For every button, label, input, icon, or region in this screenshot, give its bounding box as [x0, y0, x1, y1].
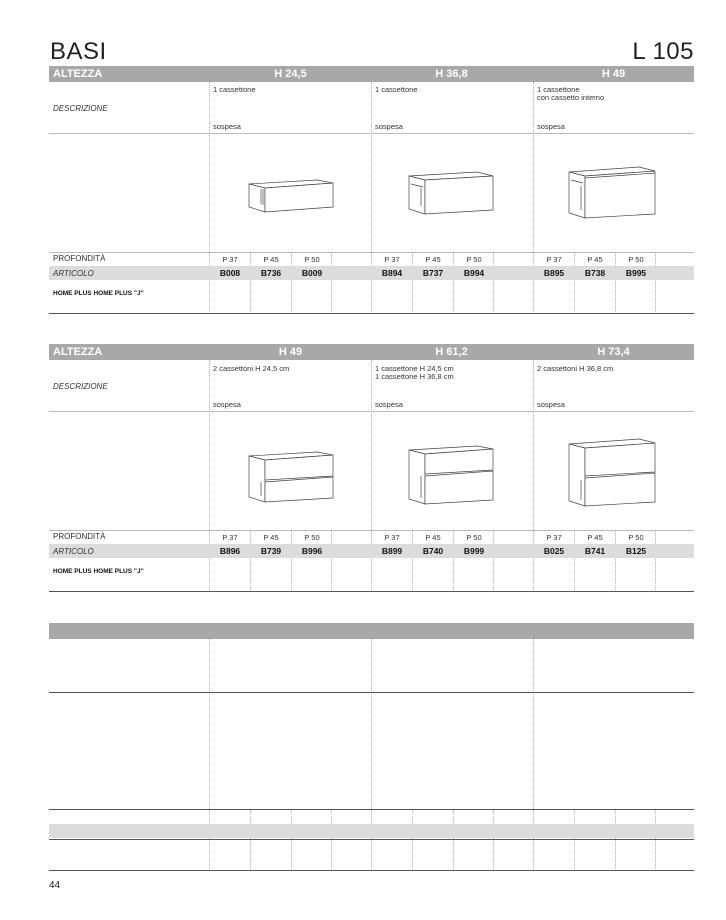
page-title: BASI	[50, 38, 107, 65]
article-code: B739	[260, 546, 282, 556]
height-header: H 73,4	[597, 346, 630, 358]
height-header: H 36,8	[435, 68, 468, 80]
article-code: B996	[301, 546, 323, 556]
article-code: B894	[381, 268, 403, 278]
cabinet-drawing	[565, 434, 663, 510]
mount-text: sospesa	[537, 122, 565, 131]
articolo-label: ARTICOLO	[53, 269, 94, 278]
mount-text: sospesa	[375, 122, 403, 131]
page-number: 44	[49, 880, 61, 891]
height-header: H 24,5	[274, 68, 307, 80]
height-header: H 49	[601, 68, 626, 80]
depth-cell: P 45	[263, 255, 279, 264]
depth-cell: P 37	[546, 255, 562, 264]
article-code: B741	[584, 546, 606, 556]
articolo-label: ARTICOLO	[53, 547, 94, 556]
cabinet-drawing	[565, 162, 663, 222]
brand-label: HOME PLUS HOME PLUS "J"	[53, 290, 144, 297]
table-section-empty	[49, 623, 694, 873]
profondita-label: PROFONDITÀ	[53, 532, 106, 541]
depth-cell: P 37	[384, 255, 400, 264]
cabinet-drawing	[405, 166, 500, 218]
mount-text: sospesa	[537, 400, 565, 409]
depth-cell: P 50	[628, 255, 644, 264]
descrizione-label: DESCRIZIONE	[53, 104, 108, 113]
article-code: B899	[381, 546, 403, 556]
article-code: B994	[463, 268, 485, 278]
altezza-label: ALTEZZA	[53, 68, 103, 80]
article-code: B125	[625, 546, 647, 556]
profondita-label: PROFONDITÀ	[53, 254, 106, 263]
article-code: B895	[543, 268, 565, 278]
header-row	[49, 623, 694, 639]
article-code: B025	[543, 546, 565, 556]
description-text: 2 cassettoni H 24,5 cm	[213, 364, 290, 373]
height-header: H 61,2	[435, 346, 468, 358]
altezza-label: ALTEZZA	[53, 346, 103, 358]
descrizione-label: DESCRIZIONE	[53, 382, 108, 391]
article-code: B736	[260, 268, 282, 278]
article-code: B995	[625, 268, 647, 278]
article-code: B896	[219, 546, 241, 556]
cabinet-drawing	[245, 174, 340, 216]
cabinet-drawing	[245, 446, 340, 506]
mount-text: sospesa	[213, 400, 241, 409]
description-text: 2 cassettoni H 36,8 cm	[537, 364, 614, 373]
depth-cell: P 45	[587, 255, 603, 264]
description-text: 1 cassettone	[375, 85, 418, 94]
width-label: L 105	[632, 38, 694, 65]
height-header: H 49	[278, 346, 303, 358]
depth-cell: P 37	[546, 533, 562, 542]
depth-cell: P 50	[304, 533, 320, 542]
depth-cell: P 50	[628, 533, 644, 542]
depth-cell: P 45	[425, 255, 441, 264]
depth-cell: P 50	[466, 533, 482, 542]
depth-cell: P 50	[466, 255, 482, 264]
mount-text: sospesa	[375, 400, 403, 409]
depth-cell: P 37	[222, 255, 238, 264]
article-code: B009	[301, 268, 323, 278]
article-code: B737	[422, 268, 444, 278]
article-code: B738	[584, 268, 606, 278]
depth-cell: P 45	[425, 533, 441, 542]
article-code: B999	[463, 546, 485, 556]
article-code: B008	[219, 268, 241, 278]
description-text: 1 cassettone H 24,5 cm 1 cassettone H 36,8 cm	[375, 364, 454, 381]
brand-label: HOME PLUS HOME PLUS "J"	[53, 568, 144, 575]
articolo-row	[49, 824, 694, 838]
mount-text: sospesa	[213, 122, 241, 131]
depth-cell: P 37	[222, 533, 238, 542]
header-row	[49, 66, 694, 82]
header-row	[49, 344, 694, 360]
depth-cell: P 45	[263, 533, 279, 542]
depth-cell: P 37	[384, 533, 400, 542]
description-text: 1 cassettone con cassetto interno	[537, 85, 605, 102]
depth-cell: P 45	[587, 533, 603, 542]
depth-cell: P 50	[304, 255, 320, 264]
table-section-1	[49, 66, 694, 314]
description-text: 1 cassettone	[213, 85, 256, 94]
cabinet-drawing	[405, 440, 500, 508]
article-code: B740	[422, 546, 444, 556]
table-section-2	[49, 344, 694, 593]
